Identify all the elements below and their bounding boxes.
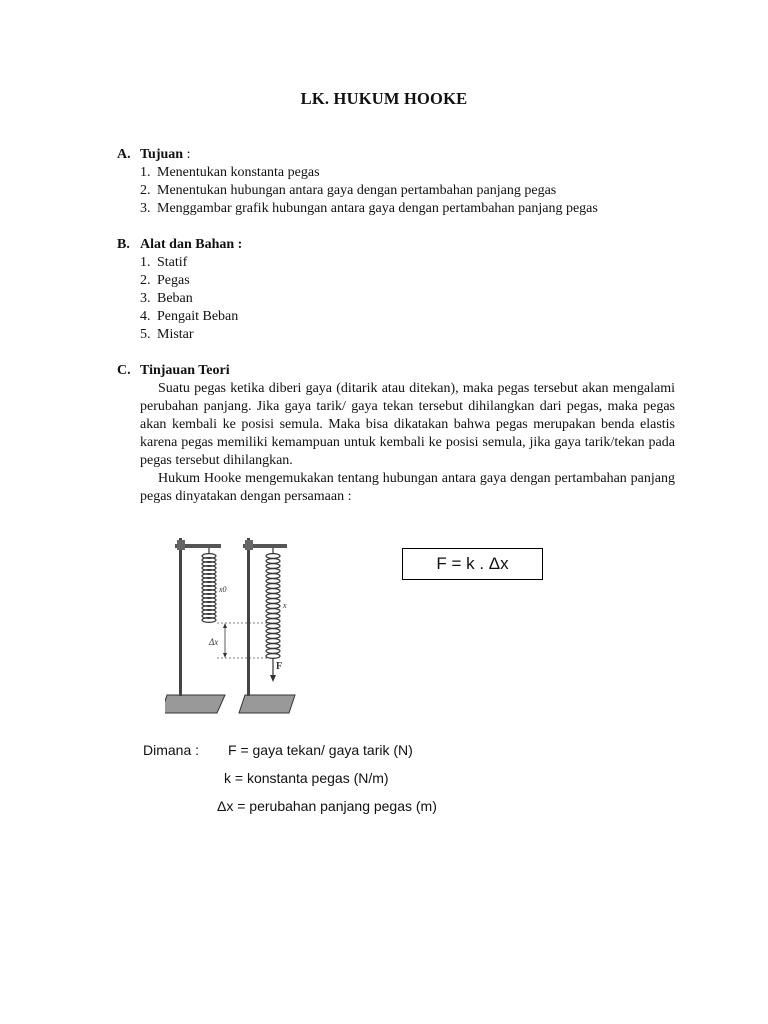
item-text: Menggambar grafik hubungan antara gaya dengan pertambahan panjang pegas [157, 201, 598, 216]
list-item [117, 182, 677, 200]
list-item [117, 290, 677, 308]
item-text: Menentukan hubungan antara gaya dengan pertambahan panjang pegas [157, 183, 557, 198]
section-alat-bahan [117, 236, 677, 344]
section-tinjauan-teori [117, 362, 677, 506]
page-title: LK. HUKUM HOOKE [300, 89, 468, 108]
item-text: Menentukan konstanta pegas [157, 165, 320, 180]
list-item [117, 254, 677, 272]
item-number: 3. [140, 201, 151, 216]
definition-f: F = gaya tekan/ gaya tarik (N) [228, 742, 413, 758]
x0-label: x0 [219, 585, 227, 594]
item-number: 1. [140, 255, 151, 270]
item-text: Statif [157, 255, 188, 270]
definition-dx: Δx = perubahan panjang pegas (m) [217, 798, 437, 814]
definition-k: k = konstanta pegas (N/m) [224, 770, 389, 786]
section-tujuan [117, 146, 677, 218]
item-text: Mistar [157, 327, 194, 342]
section-letter: C. [117, 363, 131, 378]
section-heading [117, 362, 677, 380]
definitions-intro: Dimana : [143, 742, 200, 758]
item-text: Beban [157, 291, 193, 306]
list-item [117, 326, 677, 344]
item-number: 3. [140, 291, 151, 306]
theory-paragraph: Suatu pegas ketika diberi gaya (ditarik atau ditekan), maka pegas tersebut akan mengalami perubahan panjang. Jika gaya tarik/ gaya tekan tersebut dihilangkan dari pegas, maka pegas akan kembali ke posisi semula. Maka bisa dikatakan bahwa pegas merupakan benda elastis karena pegas memiliki kemampuan untuk kembali ke posisi semula, jika gaya tarik/tekan pada pegas tersebut dihilangkan. [140, 381, 675, 468]
section-letter: B. [117, 237, 130, 252]
section-heading [117, 146, 677, 164]
item-number: 2. [140, 183, 151, 198]
item-number: 2. [140, 273, 151, 288]
section-title: Alat dan Bahan : [140, 237, 243, 252]
x-label: x [283, 601, 287, 610]
force-arrow [270, 675, 276, 682]
section-title: Tinjauan Teori [140, 363, 230, 378]
section-title: Tujuan [140, 147, 184, 162]
item-number: 4. [140, 309, 151, 324]
equipment-list [117, 254, 677, 344]
list-item [117, 272, 677, 290]
item-number: 1. [140, 165, 151, 180]
theory-paragraph: Hukum Hooke mengemukakan tentang hubungan antara gaya dengan pertambahan panjang pegas dinyatakan dengan persamaan : [140, 471, 675, 504]
section-title-suffix: : [183, 147, 191, 162]
hooke-formula-box: F = k . Δx [402, 548, 543, 580]
dx-label: Δx [209, 637, 219, 647]
spring-diagram [165, 530, 315, 720]
objective-list [117, 164, 677, 218]
right-spring [266, 548, 283, 676]
item-text: Pengait Beban [157, 309, 239, 324]
force-label: F [276, 661, 283, 672]
list-item [117, 308, 677, 326]
list-item [117, 200, 677, 218]
item-text: Pegas [157, 273, 190, 288]
section-letter: A. [117, 147, 131, 162]
item-number: 5. [140, 327, 151, 342]
list-item [117, 164, 677, 182]
left-spring [202, 548, 216, 622]
section-heading [117, 236, 677, 254]
